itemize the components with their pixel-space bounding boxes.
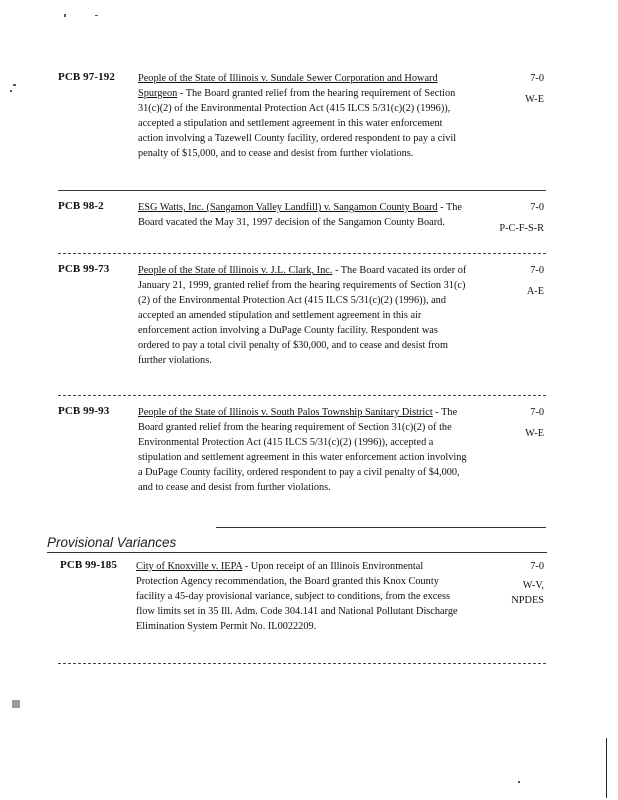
vote-count: 7-0	[530, 561, 544, 572]
docket-number: PCB 99-73	[58, 263, 110, 275]
scan-speck	[64, 14, 66, 17]
docket-number: PCB 98-2	[58, 200, 104, 212]
section-title: Provisional Variances	[47, 535, 177, 550]
vote-count: 7-0	[530, 73, 544, 84]
scan-speck	[13, 84, 16, 86]
ruling-summary: - Upon receipt of an Illinois Environmental Protection Agency recommendation, the Board granted this Knox County facility a 45-day provisional variance, subject to conditions, from the excess flow limits set in 35 Ill. Adm. Code 304.141 and National Pollutant Discharge Elimination System Permit No. IL0022209.	[136, 561, 458, 632]
case-type: P-C-F-S-R	[499, 223, 544, 234]
scan-speck	[10, 90, 12, 92]
vote-count: 7-0	[530, 265, 544, 276]
ruling-summary: - The Board granted relief from the hearing requirement of Section 31(c)(2) of the Environmental Protection Act (415 ILCS 5/31(c)(2) (1996)), accepted a stipulation and settlement agreement in this water enforcement action involving a DuPage County facility, ordered respondent to pay a civil penalty of $4,000, and to cease and desist from further violations.	[138, 407, 467, 493]
case-type: W-V,	[522, 580, 544, 591]
case-caption: ESG Watts, Inc. (Sangamon Valley Landfill) v. Sangamon County Board	[138, 202, 438, 213]
vote-count: 7-0	[530, 202, 544, 213]
ruling-text	[138, 263, 468, 368]
ruling-summary: - The Board vacated its order of January 21, 1999, granted relief from the hearing requirements of Section 31(c)(2) of the Environmental Protection Act (415 ILCS 5/31(c)(2) (1996)), and accepted an amended stipulation and settlement agreement in this air enforcement action involving a DuPage County facility. Respondent was ordered to pay a total civil penalty of $30,000, and to cease and desist from further violations.	[138, 265, 467, 366]
case-caption: People of the State of Illinois v. Sundale Sewer Corporation and Howard Spurgeon	[138, 73, 438, 99]
divider	[58, 253, 546, 254]
case-caption: City of Knoxville v. IEPA	[136, 561, 243, 572]
scan-speck	[518, 781, 520, 783]
divider	[58, 663, 546, 664]
docket-number: PCB 99-185	[60, 559, 117, 571]
case-caption: People of the State of Illinois v. South Palos Township Sanitary District	[138, 407, 433, 418]
case-type: A-E	[526, 286, 544, 297]
divider	[58, 190, 546, 191]
ruling-text	[138, 405, 468, 495]
scan-speck	[606, 738, 607, 798]
scan-speck	[12, 700, 20, 708]
ruling-text	[136, 559, 462, 634]
scan-speck	[95, 15, 98, 16]
case-type: W-E	[525, 94, 544, 105]
section-rule	[47, 552, 547, 553]
divider	[58, 395, 546, 396]
docket-number: PCB 99-93	[58, 405, 110, 417]
vote-count: 7-0	[530, 407, 544, 418]
ruling-summary: - The Board vacated the May 31, 1997 decision of the Sangamon County Board.	[138, 202, 462, 228]
docket-number: PCB 97-192	[58, 71, 115, 83]
case-type: W-E	[525, 428, 544, 439]
ruling-text	[138, 71, 468, 161]
case-type-detail: NPDES	[511, 595, 544, 606]
case-caption: People of the State of Illinois v. J.L. Clark, Inc.	[138, 265, 333, 276]
ruling-text	[138, 200, 468, 230]
ruling-summary: - The Board granted relief from the hearing requirement of Section 31(c)(2) of the Environmental Protection Act (415 ILCS 5/31(c)(2) (1996)), accepted a stipulation and settlement agreement in this water enforcement action involving a Tazewell County facility, ordered respondent to pay a civil penalty of $15,000, and to cease and desist from further violations.	[138, 88, 457, 159]
divider	[216, 527, 546, 528]
